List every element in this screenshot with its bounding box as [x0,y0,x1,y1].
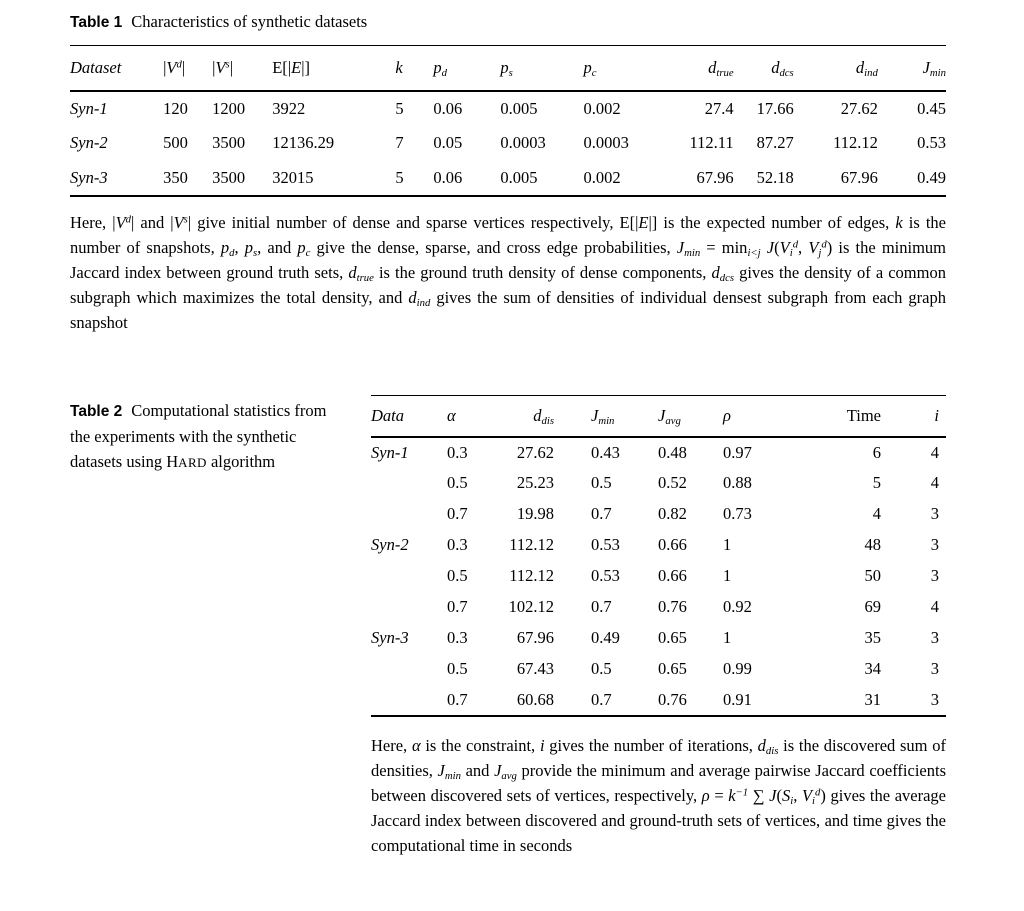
table2-note: Here, α is the constraint, i gives the number of iterations, $d_{dis}$ is the discovered sum of densities, $J_{min}$ and $J_{avg}$ provide the minimum and average pairwise Jaccard coefficients between discovered sets of vertices, respectively, $\rho = k^{-1}$ ∑ $J(S_i$, $V_i^d$) gives the average Jaccard index between discovered and ground-truth sets of vertices, and time gives the computational time in seconds [371,735,946,855]
table-cell: 112.12 [509,535,554,554]
table-cell: 31 [864,689,881,709]
table1-block [70,12,946,335]
table-row [371,468,946,499]
table-cell: 0.7 [447,504,468,523]
table-row [371,623,946,654]
table-cell: 0.73 [723,504,752,523]
column-header: $J_{min}$ [591,405,615,427]
column-header: $J_{avg}$ [658,405,681,427]
column-header: $|V^s|$ [212,57,234,77]
table-cell: 0.88 [723,473,752,492]
table-cell: 0.65 [658,628,687,647]
table-cell: 67.96 [840,167,878,187]
column-header: i [934,405,939,425]
table2-column [371,393,946,858]
table-cell: 0.92 [723,597,752,616]
table-cell: 0.005 [500,98,538,118]
column-header: α [447,405,456,425]
table-cell: 112.12 [833,133,878,152]
table-cell [371,561,447,592]
table-cell: 27.62 [840,98,878,118]
table-cell: 0.5 [447,659,468,678]
table-cell: 0.99 [723,659,752,678]
table-cell: 0.53 [591,566,620,585]
table-cell: 27.62 [516,442,554,462]
table-cell: 3 [930,504,939,523]
column-header: Data [371,405,404,425]
column-header: $d_{true}$ [708,57,734,79]
table-cell: 0.5 [591,473,612,492]
table-cell: 67.96 [696,167,734,187]
table-cell: 1 [723,535,732,554]
table-cell: Syn-3 [70,167,108,187]
table-cell: 0.7 [591,597,612,616]
table-cell: 0.52 [658,473,687,492]
table-cell: 0.65 [658,659,687,678]
column-header: Dataset [70,57,122,77]
table-cell: 0.5 [447,566,468,585]
table-cell: 25.23 [516,473,554,492]
table-cell: 0.7 [447,597,468,616]
column-header: $d_{ind}$ [855,57,878,79]
table-cell: 0.82 [658,504,687,523]
column-header: E[|E|] [272,57,310,77]
table-cell: 34 [864,659,881,678]
column-header: $d_{dcs}$ [771,57,794,79]
table-cell: 67.96 [516,628,554,647]
table1 [70,45,946,197]
table-cell: 69 [864,597,881,616]
header-row [371,396,946,437]
table-cell: 0.002 [583,167,621,187]
table-cell: 0.06 [433,98,463,118]
table-cell: 1 [723,628,732,647]
table-cell: 3 [930,659,939,678]
table-row [371,561,946,592]
table-cell: 0.7 [447,689,468,709]
table-cell: 0.66 [658,566,687,585]
table-cell: 0.53 [917,133,946,152]
table-cell: 4 [872,504,881,523]
column-header: Time [846,405,881,425]
table-cell: Syn-2 [70,133,108,152]
table-cell: 120 [163,98,188,118]
table-cell: 48 [864,535,881,554]
table2 [371,395,946,717]
table-cell: 0.7 [591,689,612,709]
column-header: $d_{dis}$ [533,405,554,427]
table-cell: 5 [395,98,404,118]
table-cell: 0.3 [447,535,468,554]
table-cell: 0.0003 [583,133,629,152]
table-cell: 6 [872,442,881,462]
table-cell [371,468,447,499]
table-cell: 0.49 [917,167,946,187]
table-cell: 0.53 [591,535,620,554]
table-cell: 0.0003 [500,133,546,152]
table-cell: 0.76 [658,597,687,616]
table-cell: 3922 [272,98,306,118]
table-cell [371,685,447,716]
column-header: $p_s$ [500,57,513,79]
column-header: ρ [723,405,731,425]
table1-caption [70,12,946,33]
table1-label: Table 1 [70,14,123,31]
table-cell: 500 [163,133,188,152]
table-cell: 3 [930,535,939,554]
table-cell: 112.11 [689,133,734,152]
column-header: $p_c$ [583,57,597,79]
table-cell: 52.18 [756,167,794,187]
table-cell: 32015 [272,167,314,187]
table-cell: 0.5 [591,659,612,678]
table-cell: 0.91 [723,689,752,709]
table-cell: 5 [872,473,881,492]
table-cell: 0.3 [447,628,468,647]
table-cell: 0.06 [433,167,463,187]
table2-caption [70,393,371,858]
table-cell: 102.12 [508,597,554,616]
table-cell: 0.66 [658,535,687,554]
table-cell: 4 [930,442,939,462]
table-cell: 12136.29 [272,133,335,152]
table2-label: Table 2 [70,403,123,420]
table-cell: 35 [864,628,881,647]
table-cell: 0.005 [500,167,538,187]
header-row [70,46,946,91]
table-cell: Syn-3 [371,628,409,647]
table2-caption-text: Computational statistics from the experiments with the synthetic datasets using HARD algorithm [70,401,327,471]
table-cell: 19.98 [516,504,554,523]
table-cell: 27.4 [704,98,734,118]
table-cell: 60.68 [516,689,554,709]
table-cell: 3500 [212,133,246,152]
table-cell [371,654,447,685]
table-cell: 0.97 [723,442,752,462]
table-cell [371,499,447,530]
table-row [371,592,946,623]
column-header: k [395,57,403,77]
table-cell: 0.45 [917,98,946,118]
table-cell: 0.3 [447,442,468,462]
table-cell: 0.76 [658,689,687,709]
table-cell: 4 [930,597,939,616]
table-cell: 5 [395,167,404,187]
table-cell: 17.66 [756,98,794,118]
table-cell: 3 [930,628,939,647]
table-cell [371,592,447,623]
table-cell: 0.49 [591,628,620,647]
table-cell: Syn-1 [371,442,409,462]
table-cell: 1200 [212,98,246,118]
table-cell: 3 [930,689,939,709]
table-cell: Syn-1 [70,98,108,118]
table-cell: 0.05 [433,133,463,152]
table-cell: 3500 [212,167,246,187]
table-row [70,91,946,126]
column-header: $J_{min}$ [922,57,946,79]
table-cell: 0.43 [591,442,620,462]
table-row [371,654,946,685]
column-header: $p_d$ [433,57,447,79]
table-row [70,126,946,161]
table2-block [70,393,946,858]
table-cell: 4 [930,473,939,492]
table-row [371,530,946,561]
table-row [70,161,946,196]
table-cell: 67.43 [516,659,554,678]
table-row [371,685,946,716]
table-cell: 0.002 [583,98,621,118]
table-cell: Syn-2 [371,535,409,554]
table-cell: 112.12 [509,566,554,585]
column-header: $|V^d|$ [163,57,186,77]
table1-note: Here, $|V^d|$ and $|V^s|$ give initial number of dense and sparse vertices respectively, E[|E|] is the expected number of edges, k is the number of snapshots, $p_d$, $p_s$, and $p_c$ give the dense, sparse, and cross edge probabilities, $J_{min} = \min_{i<j} J(V_i^d$, $V_j^d$) is the minimum Jaccard index between ground truth sets, $d_{true}$ is the ground truth density of dense components, $d_{dcs}$ gives the density of a common subgraph which maximizes the total density, and $d_{ind}$ gives the sum of densities of individual densest subgraph from each graph snapshot [70,212,946,332]
table-cell: 3 [930,566,939,585]
table-cell: 50 [864,566,881,585]
table-row [371,499,946,530]
table-cell: 1 [723,566,732,585]
table-row [371,437,946,468]
table-cell: 350 [163,167,188,187]
table-cell: 0.48 [658,442,687,462]
table-cell: 0.5 [447,473,468,492]
table1-title: Characteristics of synthetic datasets [131,12,368,31]
table-cell: 0.7 [591,504,612,523]
table-cell: 7 [395,133,404,152]
table-cell: 87.27 [756,133,794,152]
